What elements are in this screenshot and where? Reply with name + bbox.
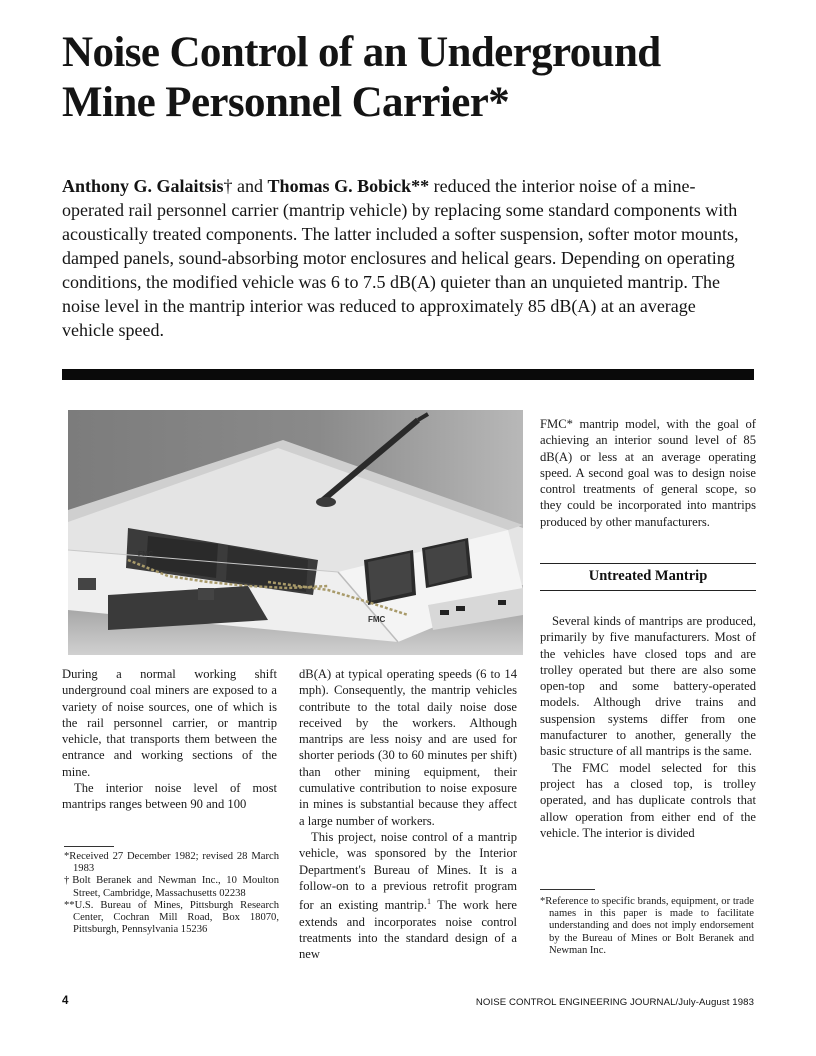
body-column-2 — [299, 666, 517, 963]
paragraph: dB(A) at typical operating speeds (6 to 14 mph). Consequently, the mantrip vehicles contribute to the total daily noise dose received by the workers. Although mantrips are less noisy and are used for shorter periods (30 to 60 minutes per shift) than other mining equipment, their cumulative contribution to noise exposure in mines is substantial because they affect a large number of workers. — [299, 667, 517, 828]
footnote: †Bolt Beranek and Newman Inc., 10 Moulton Street, Cambridge, Massachusetts 02238 — [64, 875, 279, 899]
paragraph: The FMC model selected for this project has a closed top, is trolley operated, and has duplicate controls that allow operation from either end of the vehicle. The interior is divided — [540, 760, 756, 840]
abstract-text: reduced the interior noise of a mine-operated rail personnel carrier (mantrip vehicle) by replacing some standard components with acoustically treated components. The latter included a softer suspension, softer motor mounts, damped panels, sound-absorbing motor enclosures and helical gears. Depending on operating conditions, the modified vehicle was 6 to 7.5 dB(A) quieter than an unquieted mantrip. The noise level in the mantrip interior was reduced to approximately 85 dB(A) at an average vehicle speed. — [62, 176, 739, 340]
title-line-2: Mine Personnel Carrier* — [62, 79, 510, 126]
page-number: 4 — [62, 995, 69, 1007]
paragraph: The interior noise level of most mantrips ranges between 90 and 100 — [62, 781, 277, 812]
fmc-logo-side: FMC — [138, 551, 154, 558]
heavy-rule — [62, 369, 754, 380]
title-line-1: Noise Control of an Underground — [62, 29, 661, 76]
heading-rule-top — [540, 563, 756, 564]
reference-1: 1 — [426, 897, 431, 907]
paragraph: FMC* mantrip model, with the goal of achieving an interior sound level of 85 dB(A) or less at an average operating speed. A second goal was to design noise control treatments of general scope, so they could be incorporated into mantrips produced by other manufacturers. — [540, 417, 756, 529]
footnote: *Reference to specific brands, equipment, or trade names in this paper is made to facilitate understanding and does not imply endorsement by the Bureau of Mines or Bolt Beranek and Newman Inc. — [540, 896, 754, 956]
abstract — [62, 174, 752, 342]
footnotes-left — [64, 851, 279, 936]
body-column-3-bottom — [540, 613, 756, 841]
body-column-1 — [62, 666, 277, 813]
paragraph-text: The work here extends and incorporates noise control treatments into the standard design of a new — [299, 898, 517, 962]
fmc-logo-front: FMC — [368, 615, 386, 624]
paragraph: During a normal working shift underground coal miners are exposed to a variety of noise sources, one of which is the rail personnel carrier, or mantrip vehicle, that transports them between the entrance and working sections of the mine. — [62, 667, 277, 779]
footnote-rule — [540, 889, 595, 890]
body-column-3-top — [540, 416, 756, 530]
journal-footer: NOISE CONTROL ENGINEERING JOURNAL/July-August 1983 — [475, 997, 754, 1008]
paragraph-text: This project, noise control of a mantrip vehicle, was sponsored by the Interior Department's Bureau of Mines. It is a follow-on to a previous retrofit program for an existing mantrip. — [299, 829, 517, 913]
footnote: *Received 27 December 1982; revised 28 March 1983 — [64, 851, 279, 875]
mantrip-photo — [68, 410, 523, 655]
footnote-rule — [64, 846, 114, 847]
author-2: Thomas G. Bobick** — [267, 176, 430, 196]
author-1: Anthony G. Galaitsis — [62, 176, 224, 196]
paragraph: Several kinds of mantrips are produced, primarily by five manufacturers. Most of the vehicles have closed tops and are trolley operated but there are also some open-top and some battery-operated models. Although drive trains and suspension systems differ from one manufacturer to another, generally the basic structure of all mantrips is the same. — [540, 614, 756, 759]
section-heading: Untreated Mantrip — [588, 568, 708, 584]
article-title — [62, 28, 762, 128]
paragraph — [299, 829, 517, 963]
author-conjunction: and — [232, 176, 268, 196]
author-1-mark: † — [223, 176, 233, 196]
footnote: **U.S. Bureau of Mines, Pittsburgh Research Center, Cochran Mill Road, Box 18070, Pittsburgh, Pennsylvania 15236 — [64, 899, 279, 936]
heading-rule-bottom — [540, 590, 756, 591]
footnotes-right — [540, 896, 754, 957]
section-heading-block — [540, 560, 756, 596]
